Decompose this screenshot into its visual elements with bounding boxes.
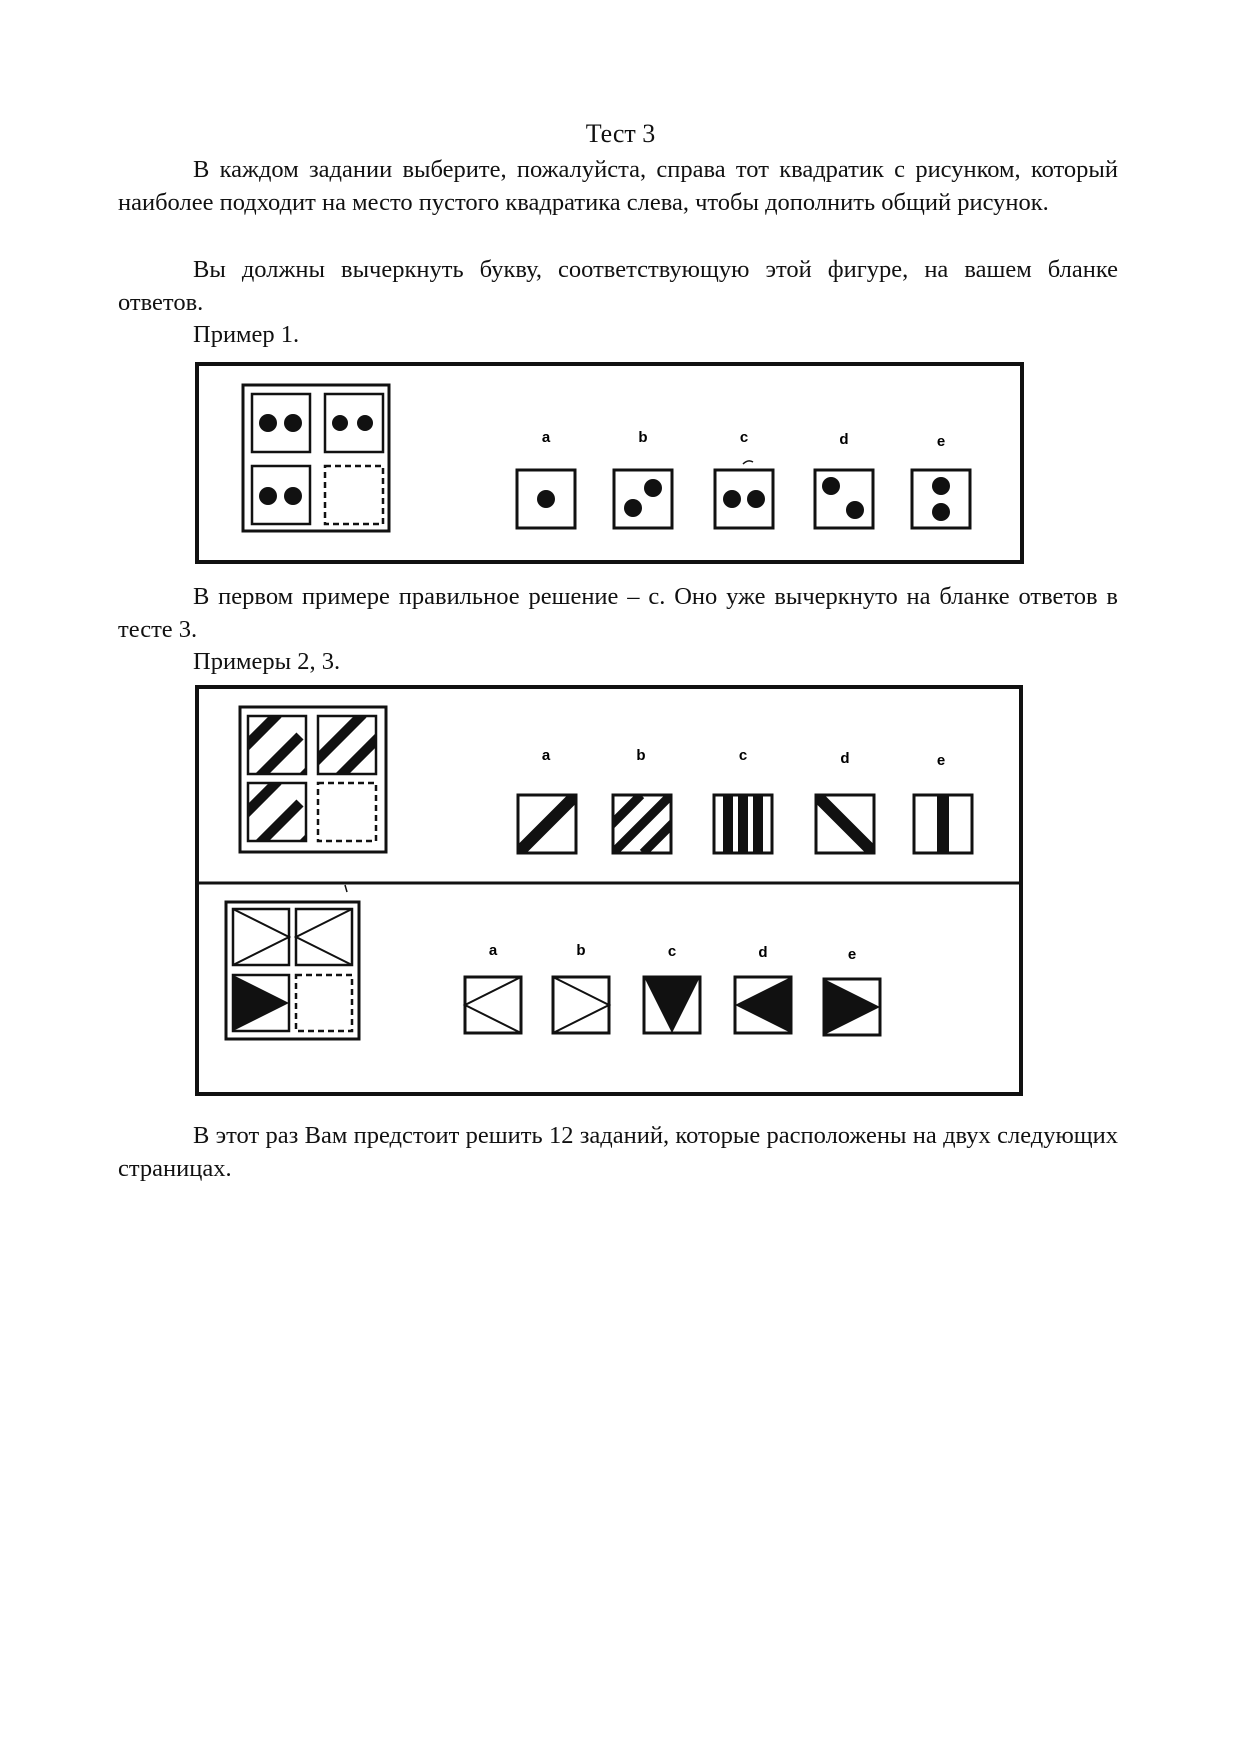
example-3-option-c: [644, 977, 700, 1033]
example-2-option-d: [816, 795, 874, 853]
example-3-letter-c: c: [667, 943, 677, 960]
example-3-option-a: [465, 977, 521, 1033]
example-3-option-b: [553, 977, 609, 1033]
closing-paragraph: В этот раз Вам предстоит решить 12 заданий, которые расположены на двух следующих страницах.: [118, 1122, 1118, 1182]
example-2-letter-d: d: [840, 750, 850, 767]
instruction-paragraph-1: В каждом задании выберите, пожалуйста, справа тот квадратик с рисунком, который наиболее подходит на место пустого квадратика слева, чтобы дополнить общий рисунок.: [118, 156, 1118, 216]
example-3-option-e: [824, 979, 880, 1035]
page-title: Тест 3: [585, 119, 656, 148]
example-1-label: Пример 1.: [193, 321, 300, 348]
example-1-option-e: [912, 470, 970, 528]
examples-2-3-figure: [193, 683, 1025, 1098]
option-letter-a: a: [541, 429, 551, 446]
example-1-option-a: [517, 470, 575, 528]
example-3-letter-d: d: [758, 944, 768, 961]
example-3-matrix: [226, 885, 359, 1039]
example-2-option-c: [714, 795, 772, 853]
example-2-letter-e: e: [936, 752, 946, 769]
example-3-letter-b: b: [576, 942, 586, 959]
example-2-option-e: [914, 795, 972, 853]
example-1-option-c: [715, 461, 773, 528]
example-1-option-d: [815, 470, 873, 528]
option-letter-b: b: [638, 429, 648, 446]
examples-2-3-label: Примеры 2, 3.: [193, 648, 341, 675]
option-letter-c: c: [739, 429, 749, 446]
example-1-matrix: [243, 385, 389, 531]
example-3-letter-a: a: [488, 942, 498, 959]
example-2-letter-c: c: [738, 747, 748, 764]
examples-2-3-svg: [193, 683, 1025, 1098]
option-letter-e: e: [936, 433, 946, 450]
example-1-figure: [195, 362, 1025, 567]
instruction-paragraph-2: Вы должны вычеркнуть букву, соответствующую этой фигуре, на вашем бланке ответов.: [118, 256, 1118, 316]
example-1-option-b: [614, 470, 672, 528]
example-3-option-d: [735, 977, 791, 1033]
example-3-letter-e: e: [847, 946, 857, 963]
example-2-matrix: [228, 707, 388, 875]
example-1-svg: [195, 362, 1025, 567]
option-letter-d: d: [839, 431, 849, 448]
example-2-letter-a: a: [541, 747, 551, 764]
example-1-note: В первом примере правильное решение – с. Оно уже вычеркнуто на бланке ответов в тесте 3.: [118, 583, 1118, 643]
example-2-option-b: [598, 795, 686, 853]
example-2-option-a: [518, 795, 576, 853]
example-2-letter-b: b: [636, 747, 646, 764]
